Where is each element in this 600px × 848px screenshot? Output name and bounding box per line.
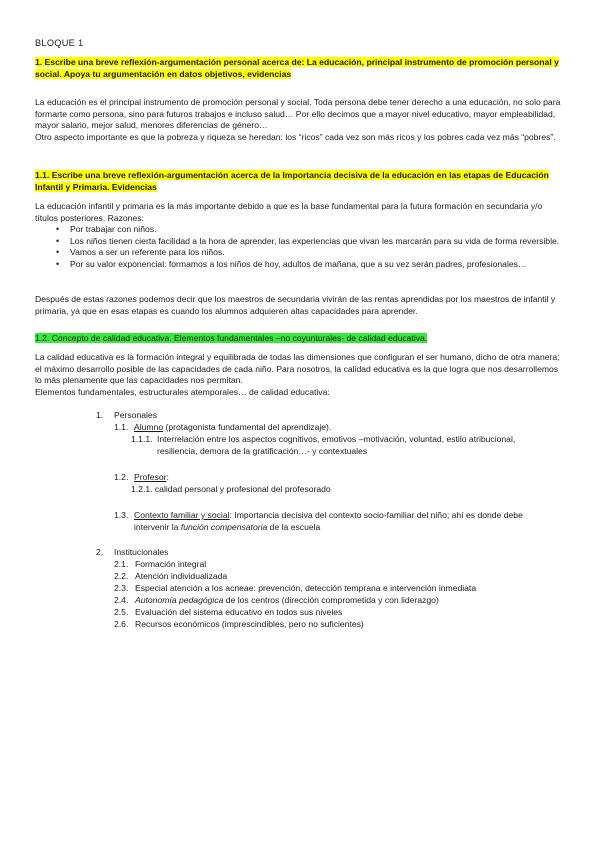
answer-1 [35, 97, 565, 143]
alumno-label: Alumno [134, 422, 164, 432]
list-number: 2.1. [114, 559, 129, 569]
list-item: • Por trabajar con niños. [35, 224, 565, 236]
page-title: BLOQUE 1 [35, 38, 84, 48]
list-number: 2. [96, 547, 104, 557]
list-number: 2.4. [114, 595, 129, 605]
contexto-label: Contexto familiar y social [134, 510, 230, 520]
list-item-institucional: Especial atención a los acneae: prevención, detección temprana e intervención inmediata [135, 583, 477, 593]
question-1-heading-text: 1. Escribe una breve reflexión-argumentación personal acerca de: La educación, principal instrumento de promoción personal y social. Apoya tu argumentación en datos objetivos, evidencias [35, 57, 559, 79]
list-number: 2.2. [114, 571, 129, 581]
question-1-1-heading-text: 1.1. Escribe una breve reflexión-argumentación acerca de la Importancia decisiva de la educación en las etapas de Educación Infantil y Primaria. Evidencias [35, 170, 549, 192]
autonomia-rest: de los centros (dirección comprometida y con liderazgo) [223, 595, 439, 605]
answer-1-paragraph-1: La educación es el principal instrumento de promoción personal y social. Toda persona debe tener derecho a una educación, no solo para formarte como persona, sino para futuros trabajos e incluso salud… Por ello decimos que a mayor nivel educativo, mayor empleabilidad, mayor salario, mejor salud, menores diferencias de género… [35, 97, 561, 131]
question-1-2-heading [35, 333, 565, 345]
list-item-institucional [135, 595, 439, 607]
contexto-description: : Importancia decisiva del contexto socio-familiar del niño; ahí es donde debe [229, 510, 523, 520]
list-number: 2.6. [114, 619, 129, 629]
list-item-institucional: Evaluación del sistema educativo en todos sus niveles [135, 607, 343, 617]
funcion-compensatoria-text: función compensatoria [180, 522, 268, 532]
answer-1-1-paragraph-1: La educación infantil y primaria es la más importante debido a que es la base fundamental para la futura formación en secundaria y/o títulos posteriores. Razones: [35, 201, 543, 223]
profesor-colon: : [166, 472, 169, 482]
list-item-alumno [134, 422, 331, 434]
list-item-interrelacion: Interrelación entre los aspectos cognitivos, emotivos –motivación, voluntad, estilo atribucional, [157, 434, 516, 444]
profesor-label: Profesor [134, 472, 167, 482]
question-1-1-heading [35, 170, 565, 193]
answer-1-1-conclusion [35, 294, 565, 317]
list-number: 1.1.1. [131, 434, 153, 444]
question-1-heading [35, 57, 565, 80]
contexto-cont-end: de la escuela [267, 522, 321, 532]
contexto-cont-text: intervenir la [134, 522, 181, 532]
list-item: • Por su valor exponencial: formamos a los niños de hoy, adultos de mañana, que a su vez serán padres, profesionales… [35, 259, 565, 271]
list-number: 1.3. [114, 510, 129, 520]
list-item-interrelacion-cont: resiliencia, demora de la gratificación…- y contextuales [157, 446, 368, 456]
answer-1-paragraph-2: Otro aspecto importante es que la pobreza y riqueza se heredan: los “ricos” cada vez son más ricos y los pobres cada vez más “pobres”. [35, 131, 556, 142]
list-item-institucional: Formación integral [135, 559, 207, 569]
reasons-list [35, 224, 565, 270]
list-item-institucionales: Institucionales [114, 547, 169, 557]
list-item-institucional: Recursos económicos (imprescindibles, pero no suficientes) [135, 619, 364, 629]
question-1-2-heading-text: 1.2. Concepto de calidad educativa. Elementos fundamentales –no coyunturales- de calidad educativa. [35, 333, 428, 343]
list-item-profesor [134, 472, 169, 484]
list-item: • Vamos a ser un referente para los niños. [35, 247, 565, 259]
autonomia-pedagogica-text: Autonomía pedagógica [135, 595, 224, 605]
list-item-calidad-profesorado: 1.2.1. calidad personal y profesional del profesorado [131, 484, 331, 494]
list-item-institucional: Atención individualizada [135, 571, 228, 581]
list-number: 2.3. [114, 583, 129, 593]
answer-1-2-paragraph-2: Elementos fundamentales, estructurales atemporales… de calidad educativa: [35, 386, 330, 397]
list-item: • Los niños tienen cierta facilidad a la hora de aprender, las experiencias que vivan les marcarán para su vida de forma reversible. [35, 236, 565, 248]
list-number: 1.2. [114, 472, 129, 482]
list-item-contexto-cont [134, 522, 320, 534]
answer-1-2-paragraph-1: La calidad educativa es la formación integral y equilibrada de todas las dimensiones que configuran el ser humano, dicho de otra manera; el máximo desarrollo posible de las capacidades de cada niño. Para nosotros, la calidad educativa es la que logra que nos desarrollemos lo más plenamente que las capacidades nos permitan. [35, 352, 560, 386]
answer-1-1-paragraph-2: Después de estas razones podemos decir que los maestros de secundaria vivirán de las rentas aprendidas por los maestros de infantil y primaria, ya que en esas etapas es cuando los alumnos adquieren altas capacidades para aprender. [35, 294, 556, 316]
list-number: 1.1. [114, 422, 129, 432]
list-number: 2.5. [114, 607, 129, 617]
answer-1-2 [35, 352, 565, 398]
list-number: 1. [96, 410, 104, 420]
list-item-contexto [134, 510, 523, 522]
alumno-description: (protagonista fundamental del aprendizaje). [163, 422, 332, 432]
answer-1-1 [35, 201, 565, 271]
list-item-personales: Personales [114, 410, 157, 420]
